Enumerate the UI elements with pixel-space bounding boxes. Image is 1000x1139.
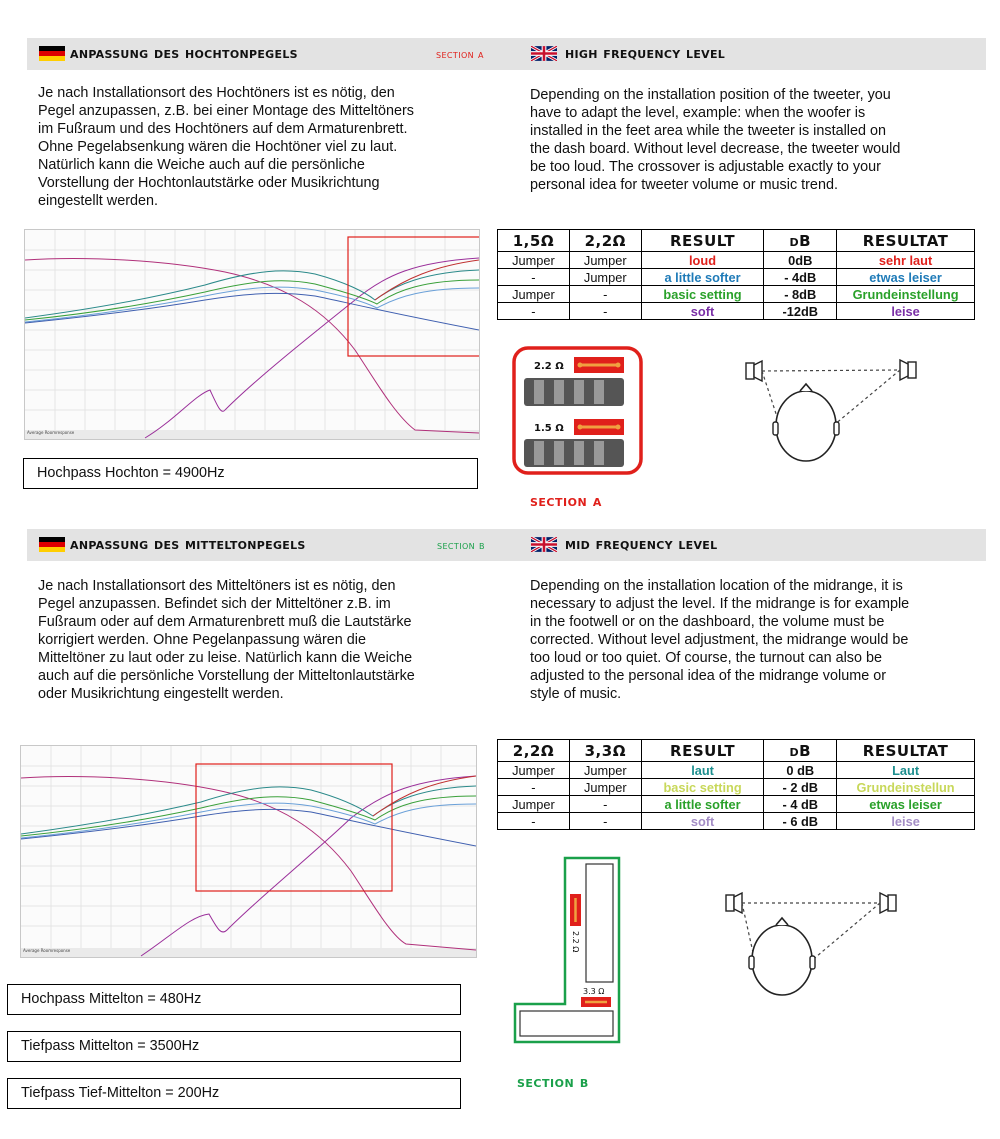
text-line: have to adapt the level, example: when the woofer is: [530, 105, 866, 121]
text-line: Je nach Installationsort des Mitteltöners ist es nötig, den: [38, 578, 396, 594]
speaker-right-icon: [880, 893, 896, 913]
table-cell: -: [569, 796, 641, 813]
table-cell: Jumper: [498, 252, 570, 269]
german-flag-icon: [39, 537, 65, 552]
table-cell: sehr laut: [837, 252, 975, 269]
table-cell: Laut: [837, 762, 975, 779]
table-row: [498, 813, 975, 830]
graph-caption: Average Roomresponse: [27, 430, 75, 435]
column-header: dB: [764, 740, 837, 762]
jumper-label-2-2: 2.2 Ω: [571, 931, 580, 953]
table-row: [498, 252, 975, 269]
section-b-jumper-board: [511, 856, 623, 1046]
column-header: dB: [764, 230, 837, 252]
table-cell: laut: [641, 762, 764, 779]
text-line: Fußraum oder auf dem Armaturenbrett muß die Lautstärke: [38, 614, 412, 630]
table-cell: Jumper: [569, 762, 641, 779]
text-line: Mitteltöner zu laut oder zu leise. Natürlich kann die Weiche: [38, 650, 413, 666]
text-line: the dash board. Without level decrease, the tweeter would: [530, 141, 901, 157]
section-a-info-highpass: Hochpass Hochton = 4900Hz: [23, 458, 478, 489]
text-line: oder Musikrichtung eingestellt werden.: [38, 686, 284, 702]
table-cell: -: [498, 303, 570, 320]
section-a-text-de: [38, 84, 478, 210]
jumper-label-3-3: 3.3 Ω: [583, 987, 605, 996]
section-a-frequency-graph: [24, 229, 480, 440]
table-row: [498, 779, 975, 796]
table-cell: - 4 dB: [764, 796, 837, 813]
section-b-info-highpass-mid: Hochpass Mittelton = 480Hz: [7, 984, 461, 1015]
section-a-text-en: [530, 86, 970, 194]
table-cell: - 6 dB: [764, 813, 837, 830]
column-header: 2,2Ω: [498, 740, 570, 762]
text-line: Vorstellung der Hochtonlautstärke oder Musikrichtung: [38, 175, 380, 191]
table-cell: a little softer: [641, 269, 764, 286]
uk-flag-icon: [531, 46, 557, 61]
table-cell: -: [498, 269, 570, 286]
table-row: [498, 269, 975, 286]
table-row: [498, 303, 975, 320]
speaker-left-icon: [726, 893, 742, 913]
section-a-jumper-board: [512, 346, 644, 476]
table-cell: - 8dB: [764, 286, 837, 303]
text-line: necessary to adjust the level. If the midrange is for example: [530, 596, 910, 612]
head-icon: [749, 918, 815, 995]
column-header: RESULT: [641, 230, 764, 252]
table-cell: -: [498, 779, 570, 796]
table-cell: Grundeinstellung: [837, 286, 975, 303]
text-line: corrected. Without level adjustment, the midrange would be: [530, 632, 909, 648]
table-cell: Grundeinstellun: [837, 779, 975, 796]
table-row: [498, 796, 975, 813]
text-line: Depending on the installation location of the midrange, it is: [530, 578, 903, 594]
text-line: im Fußraum und des Hochtöners auf dem Armaturenbrett.: [38, 121, 408, 137]
text-line: Ohne Pegelabsenkung wären die Hochtöner viel zu laut.: [38, 139, 398, 155]
table-cell: -12dB: [764, 303, 837, 320]
text-line: personal idea for tweeter volume or music trend.: [530, 177, 838, 193]
table-cell: etwas leiser: [837, 796, 975, 813]
section-b-header: [27, 529, 986, 561]
table-cell: -: [569, 303, 641, 320]
section-b-info-lowpass-mid: Tiefpass Mittelton = 3500Hz: [7, 1031, 461, 1062]
section-b-label: section b: [517, 1073, 589, 1091]
table-cell: Jumper: [569, 779, 641, 796]
connector-icon: [524, 439, 624, 467]
table-row: [498, 762, 975, 779]
section-a-head-tweeter-diagram: [742, 354, 924, 464]
table-cell: Jumper: [569, 269, 641, 286]
connector-slot-icon: [520, 1011, 613, 1036]
table-cell: soft: [641, 303, 764, 320]
column-header: 1,5Ω: [498, 230, 570, 252]
connector-slot-icon: [586, 864, 613, 982]
section-b-title-de: anpassung des mitteltonpegels: [70, 535, 306, 553]
section-b-head-mid-diagram: [722, 886, 904, 998]
table-cell: 0dB: [764, 252, 837, 269]
connector-icon: [524, 378, 624, 406]
table-cell: basic setting: [641, 779, 764, 796]
table-cell: 0 dB: [764, 762, 837, 779]
text-line: Pegel anzupassen. Befindet sich der Mitteltöner z.B. im: [38, 596, 391, 612]
table-cell: etwas leiser: [837, 269, 975, 286]
table-row: [498, 286, 975, 303]
text-line: auch auf die persönliche Vorstellung der Mitteltonlautstärke: [38, 668, 415, 684]
table-cell: leise: [837, 303, 975, 320]
column-header: RESULT: [641, 740, 764, 762]
table-cell: basic setting: [641, 286, 764, 303]
jumper-label-1-5: 1.5 Ω: [534, 423, 564, 434]
table-cell: Jumper: [498, 762, 570, 779]
frequency-response-plot: [25, 230, 479, 439]
table-header-row: [498, 740, 975, 762]
text-line: installed in the feet area while the tweeter is installed on: [530, 123, 886, 139]
tweeter-right-icon: [900, 360, 916, 380]
table-cell: Jumper: [498, 796, 570, 813]
text-line: be too loud. The crossover is adjustable exactly to your: [530, 159, 881, 175]
german-flag-icon: [39, 46, 65, 61]
uk-flag-icon: [531, 537, 557, 552]
text-line: Natürlich kann die Weiche auch auf die persönliche: [38, 157, 365, 173]
section-a-result-table: [497, 229, 975, 320]
section-a-label: section a: [530, 492, 602, 510]
section-a-title-en: high frequency level: [565, 44, 726, 62]
text-line: adjusted to the personal idea of the midrange volume or: [530, 668, 886, 684]
column-header: 3,3Ω: [569, 740, 641, 762]
section-b-title-en: mid frequency level: [565, 535, 718, 553]
table-cell: Jumper: [498, 286, 570, 303]
section-a-tag: section a: [436, 48, 484, 61]
tweeter-left-icon: [746, 361, 762, 381]
table-cell: leise: [837, 813, 975, 830]
column-header: RESULTAT: [837, 740, 975, 762]
graph-caption: Average Roomresponse: [23, 948, 71, 953]
table-cell: -: [569, 813, 641, 830]
table-cell: - 2 dB: [764, 779, 837, 796]
table-cell: loud: [641, 252, 764, 269]
text-line: too loud or too quiet. Of course, the turnout can also be: [530, 650, 882, 666]
head-icon: [773, 384, 839, 461]
jumper-label-2-2: 2.2 Ω: [534, 361, 564, 372]
text-line: Je nach Installationsort des Hochtöners ist es nötig, den: [38, 85, 395, 101]
text-line: in the footwell or on the dashboard, the volume must be: [530, 614, 885, 630]
table-cell: - 4dB: [764, 269, 837, 286]
text-line: style of music.: [530, 686, 622, 702]
text-line: Depending on the installation position of the tweeter, you: [530, 87, 891, 103]
text-line: korrigiert werden. Ohne Pegelanpassung wären die: [38, 632, 366, 648]
section-b-text-en: [530, 577, 980, 703]
section-b-text-de: [38, 577, 478, 703]
section-b-tag: section b: [437, 539, 485, 552]
table-cell: Jumper: [569, 252, 641, 269]
section-b-info-lowpass-lowmid: Tiefpass Tief-Mittelton = 200Hz: [7, 1078, 461, 1109]
section-a-header: [27, 38, 986, 70]
table-cell: -: [498, 813, 570, 830]
column-header: RESULTAT: [837, 230, 975, 252]
section-b-result-table: [497, 739, 975, 830]
text-line: Pegel anzupassen, z.B. bei einer Montage des Mitteltöners: [38, 103, 414, 119]
table-cell: soft: [641, 813, 764, 830]
frequency-response-plot: [21, 746, 476, 957]
section-a-title-de: anpassung des hochtonpegels: [70, 44, 298, 62]
text-line: eingestellt werden.: [38, 193, 158, 209]
section-b-frequency-graph: [20, 745, 477, 958]
table-cell: -: [569, 286, 641, 303]
column-header: 2,2Ω: [569, 230, 641, 252]
table-cell: a little softer: [641, 796, 764, 813]
table-header-row: [498, 230, 975, 252]
